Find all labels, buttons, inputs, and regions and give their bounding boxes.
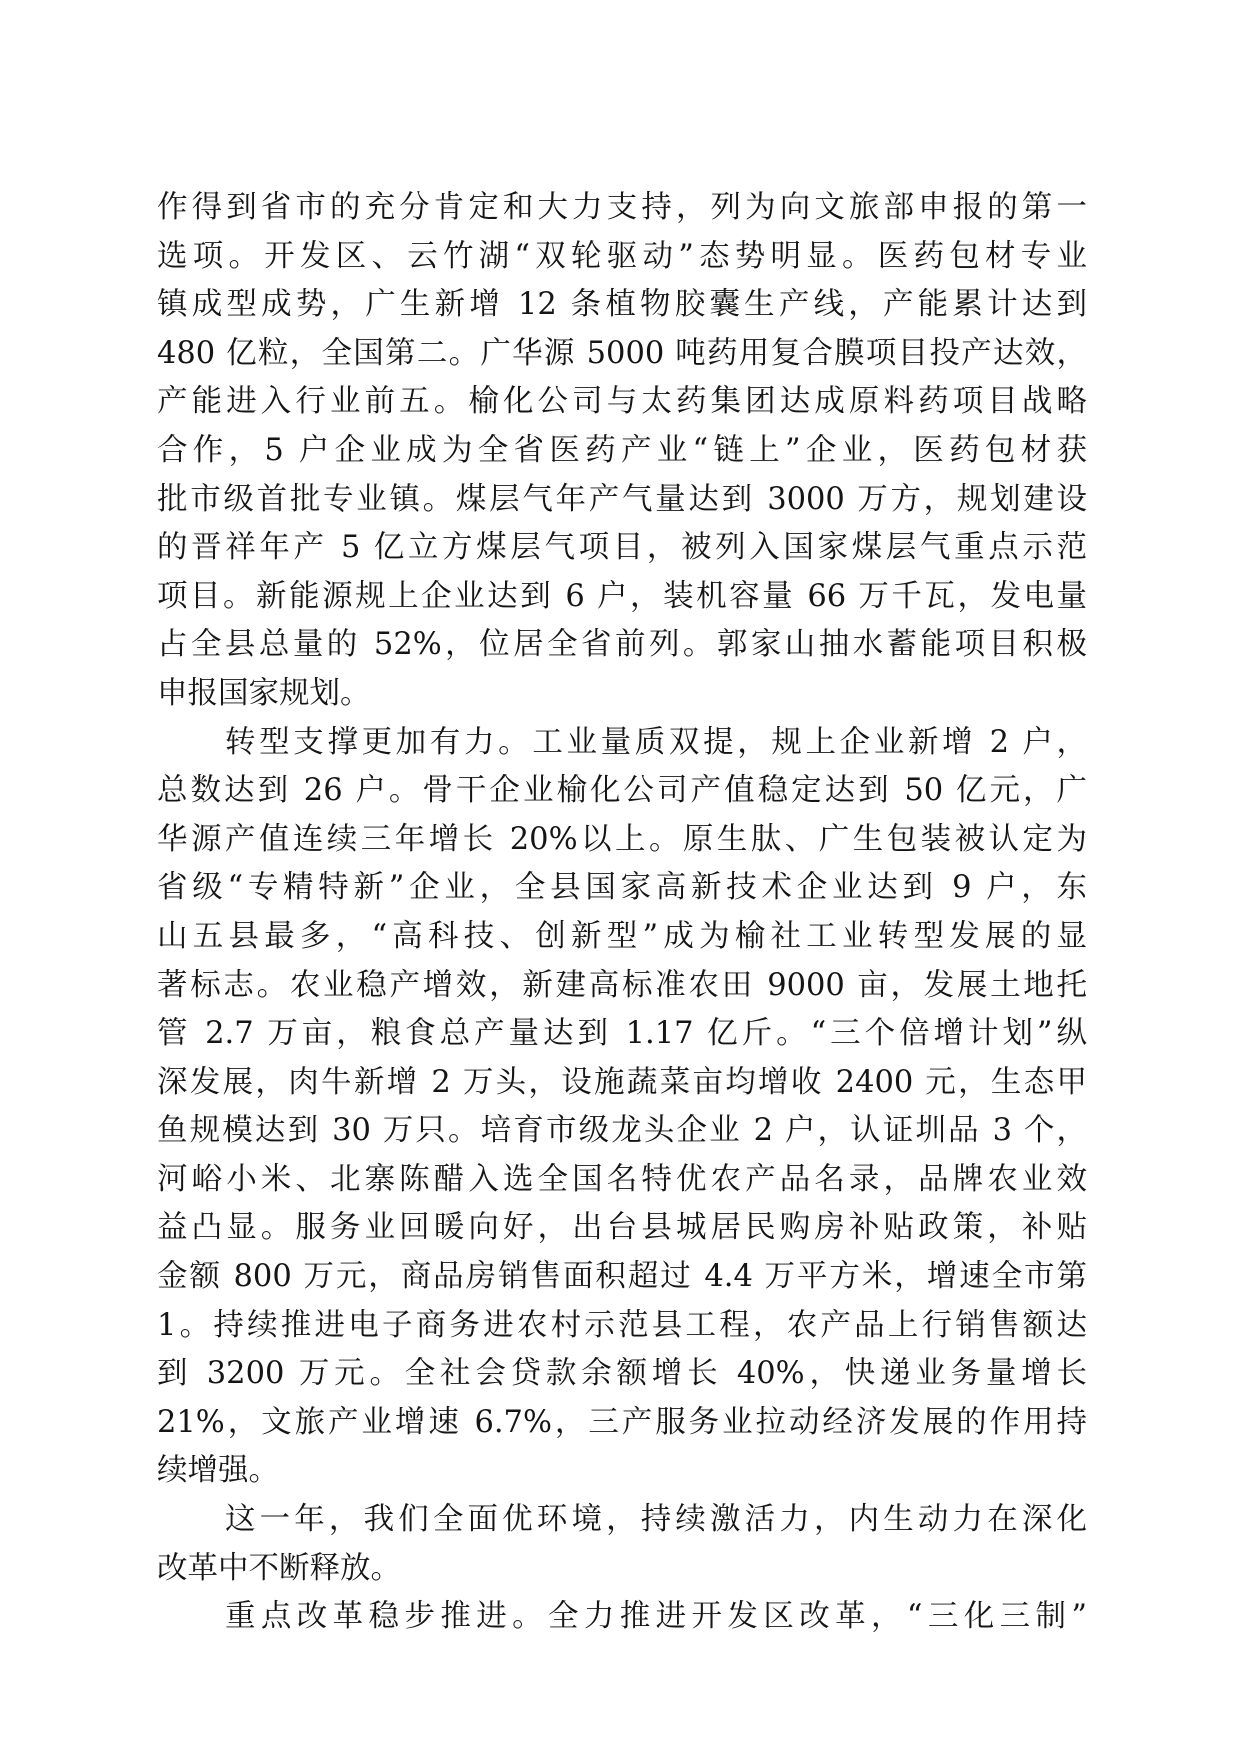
paragraph-end-line: 续增强。 — [157, 1453, 279, 1489]
text-line: 镇成型成势，广生新增 12 条植物胶囊生产线，产能累计达到 — [157, 287, 1087, 323]
text-line: 总数达到 26 户。骨干企业榆化公司产值稳定达到 50 亿元，广 — [157, 773, 1087, 809]
text-line: 480 亿粒，全国第二。广华源 5000 吨药用复合膜项目投产达效， — [157, 335, 1087, 371]
text-line: 河峪小米、北寨陈醋入选全国名特优农产品名录，品牌农业效 — [157, 1161, 1087, 1197]
paragraph-start-line: 重点改革稳步推进。全力推进开发区改革，“三化三制” — [225, 1599, 1087, 1635]
paragraph-end-line: 改革中不断释放。 — [157, 1550, 401, 1586]
text-line: 山五县最多，“高科技、创新型”成为榆社工业转型发展的显 — [157, 918, 1087, 954]
text-line: 作得到省市的充分肯定和大力支持，列为向文旅部申报的第一 — [157, 190, 1087, 225]
text-line: 批市级首批专业镇。煤层气年产气量达到 3000 万方，规划建设 — [157, 481, 1087, 517]
text-line: 1。持续推进电子商务进农村示范县工程，农产品上行销售额达 — [157, 1307, 1087, 1343]
text-line: 项目。新能源规上企业达到 6 户，装机容量 66 万千瓦，发电量 — [157, 578, 1087, 614]
text-line: 著标志。农业稳产增效，新建高标准农田 9000 亩，发展土地托 — [157, 967, 1087, 1003]
text-line: 鱼规模达到 30 万只。培育市级龙头企业 2 户，认证圳品 3 个， — [157, 1113, 1087, 1149]
text-line: 华源产值连续三年增长 20%以上。原生肽、广生包装被认定为 — [157, 821, 1087, 857]
text-line: 益凸显。服务业回暖向好，出台县城居民购房补贴政策，补贴 — [157, 1210, 1087, 1246]
text-line: 产能进入行业前五。榆化公司与太药集团达成原料药项目战略 — [157, 384, 1087, 420]
text-line: 合作，5 户企业成为全省医药产业“链上”企业，医药包材获 — [157, 432, 1087, 468]
paragraph-start-line: 这一年，我们全面优环境，持续激活力，内生动力在深化 — [225, 1502, 1087, 1538]
body-text — [157, 184, 1087, 1642]
text-line: 金额 800 万元，商品房销售面积超过 4.4 万平方米，增速全市第 — [157, 1259, 1087, 1295]
text-line: 的晋祥年产 5 亿立方煤层气项目，被列入国家煤层气重点示范 — [157, 530, 1087, 566]
text-line: 管 2.7 万亩，粮食总产量达到 1.17 亿斤。“三个倍增计划”纵 — [157, 1016, 1087, 1052]
text-line: 占全县总量的 52%，位居全省前列。郭家山抽水蓄能项目积极 — [157, 627, 1087, 663]
text-line: 到 3200 万元。全社会贷款余额增长 40%，快递业务量增长 — [157, 1356, 1087, 1392]
paragraph-end-line: 申报国家规划。 — [157, 675, 371, 711]
text-line: 省级“专精特新”企业，全县国家高新技术企业达到 9 户，东 — [157, 870, 1087, 906]
text-line: 深发展，肉牛新增 2 万头，设施蔬菜亩均增收 2400 元，生态甲 — [157, 1064, 1087, 1100]
text-line: 选项。开发区、云竹湖“双轮驱动”态势明显。医药包材专业 — [157, 238, 1087, 274]
text-line: 21%，文旅产业增速 6.7%，三产服务业拉动经济发展的作用持 — [157, 1404, 1087, 1440]
paragraph-start-line: 转型支撑更加有力。工业量质双提，规上企业新增 2 户， — [225, 724, 1087, 760]
